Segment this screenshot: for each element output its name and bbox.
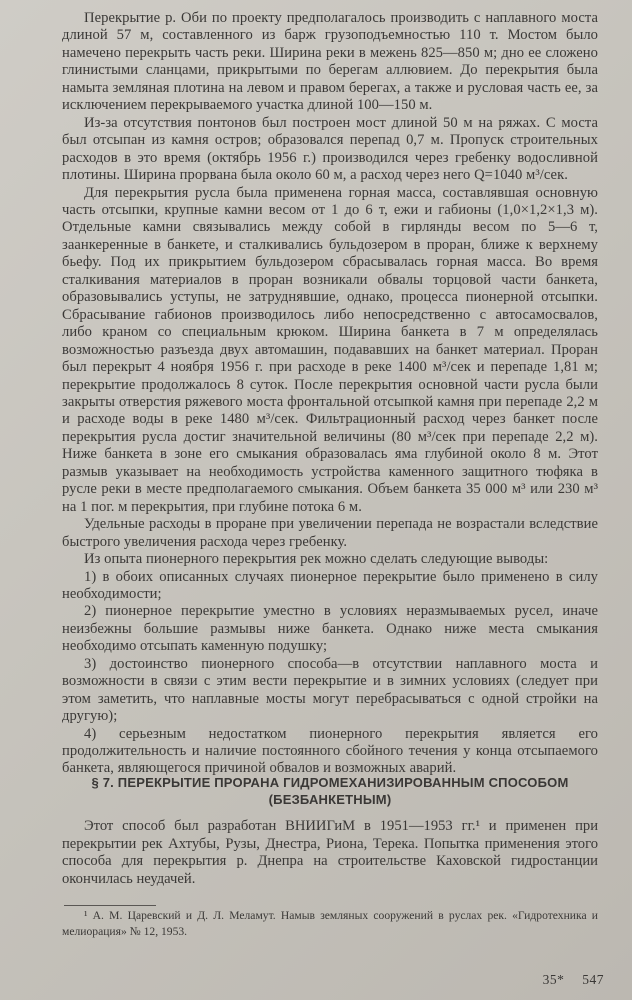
paragraph-ob-closure: Перекрытие р. Оби по проекту предполагалось производить с наплавного моста длиной 57 м, составленного из барж грузоподъемностью 110 т. Мостом было намечено перекрыть часть реки. Ширина реки в межень 825—850 м; дно ее сложено глинистыми сланцами, прикрытыми по берегам аллювием. До перекрытия была намыта земляная плотина на левом и правом берегах, а также и русловая часть ее, за исключением перекрываемого участка длиной 100—150 м. — [62, 10, 598, 114]
section-heading-line-1: § 7. ПЕРЕКРЫТИЕ ПРОРАНА ГИДРОМЕХАНИЗИРОВАННЫМ СПОСОБОМ — [91, 775, 569, 790]
section-paragraph: Этот способ был разработан ВНИИГиМ в 1951—1953 гг.¹ и применен при перекрытии рек Ахтубы, Рузы, Днестра, Риона, Терека. Попытка применения этого способа для перекрытия р. Днепра на строительстве Каховской гидростанции окончилась неудачей. — [62, 818, 598, 887]
conclusion-item-3: 3) достоинство пионерного способа—в отсутствии наплавного моста и возможности в связи с этим вести перекрытие и в зимних условиях (следует при этом заметить, что наплавные мосты могут перебрасываться с одной стройки на другую); — [62, 655, 598, 725]
page-folio — [529, 972, 604, 988]
section-text — [62, 818, 598, 888]
page-number: 547 — [582, 972, 604, 987]
conclusion-item-4: 4) серьезным недостатком пионерного перекрытия является его продолжительность и наличие постоянного сбойного течения у конца отсыпаемого банкета, являющегося причиной обвалов и возможных аварий. — [62, 725, 598, 777]
footnote — [62, 908, 598, 940]
conclusion-item-1: 1) в обоих описанных случаях пионерное перекрытие было применено в силу необходимости; — [62, 568, 598, 602]
main-text — [62, 10, 598, 778]
paragraph-closure-materials: Для перекрытия русла была применена горная масса, составлявшая основную часть отсыпки, крупные камни весом от 1 до 6 т, ежи и габионы (1,0×1,2×1,3 м). Отдельные камни связывались между собой в гирлянды весом по 5—6 т, заанкеренные в банкете, и сталкивались бульдозером в проран, ближе к верхнему бьефу. Под их прикрытием бульдозером сбрасывалась горная масса. Во время сталкивания материалов в проран возникали обвалы торцовой части банкета, образовывались уступы, не затруднявшие, однако, процесса пионерной отсыпки. Сбрасывание габионов производилось либо непосредственно с автосамосвалов, либо краном со специальным крюком. Ширина банкета в 7 м определялась возможностью разъезда двух автомашин, подававших на банкет материал. Проран был перекрыт 4 ноября 1956 г. при расходе в реке 1400 м³/сек и перепаде 1,81 м; перекрытие продолжалось 8 суток. После перекрытия основной части русла были закрыты отверстия ряжевого моста фронтальной отсыпкой камня при перепаде 2,2 м и расходе воды в реке 1480 м³/сек. Фильтрационный расход через банкет после перекрытия русла достиг значительной величины (80 м³/сек при перепаде 2,2 м). Ниже банкета в зоне его смыкания образовалась яма глубиной около 8 м. Этот размыв указывает на необходимость устройства каменного защитного тюфяка в русле реки в месте предполагаемого смыкания. Объем банкета 35 000 м³ или 230 м³ на 1 пог. м перекрытия, при глубине потока 6 м. — [62, 184, 598, 515]
paragraph-specific-discharges: Удельные расходы в проране при увеличении перепада не возрастали вследствие быстрого увеличения расхода через гребенку. — [62, 516, 598, 550]
footnote-rule — [64, 905, 156, 906]
paragraph-bridge-on-cribs: Из-за отсутствия понтонов был построен мост длиной 50 м на ряжах. С моста был отсыпан из камня остров; образовался перепад 0,7 м. Пропуск строительных расходов в это время (октябрь 1956 г.) производился через гребенку водосливной плотины. Ширина прорвана была около 60 м, а расход через него Q=1040 м³/сек. — [62, 114, 598, 184]
section-heading-line-2: (БЕЗБАНКЕТНЫМ) — [268, 792, 392, 807]
section-heading — [62, 774, 598, 808]
footnote-text: ¹ А. М. Царевский и Д. Л. Меламут. Намыв земляных сооружений в руслах рек. «Гидротехника и мелиорация» № 12, 1953. — [62, 909, 598, 938]
conclusion-item-2: 2) пионерное перекрытие уместно в условиях неразмываемых русел, иначе неизбежны большие размывы ниже банкета. Однако ниже места смыкания необходимо отсыпать каменную подушку; — [62, 603, 598, 655]
signature-mark: 35* — [542, 972, 565, 987]
paragraph-conclusions-intro: Из опыта пионерного перекрытия рек можно сделать следующие выводы: — [84, 551, 549, 568]
